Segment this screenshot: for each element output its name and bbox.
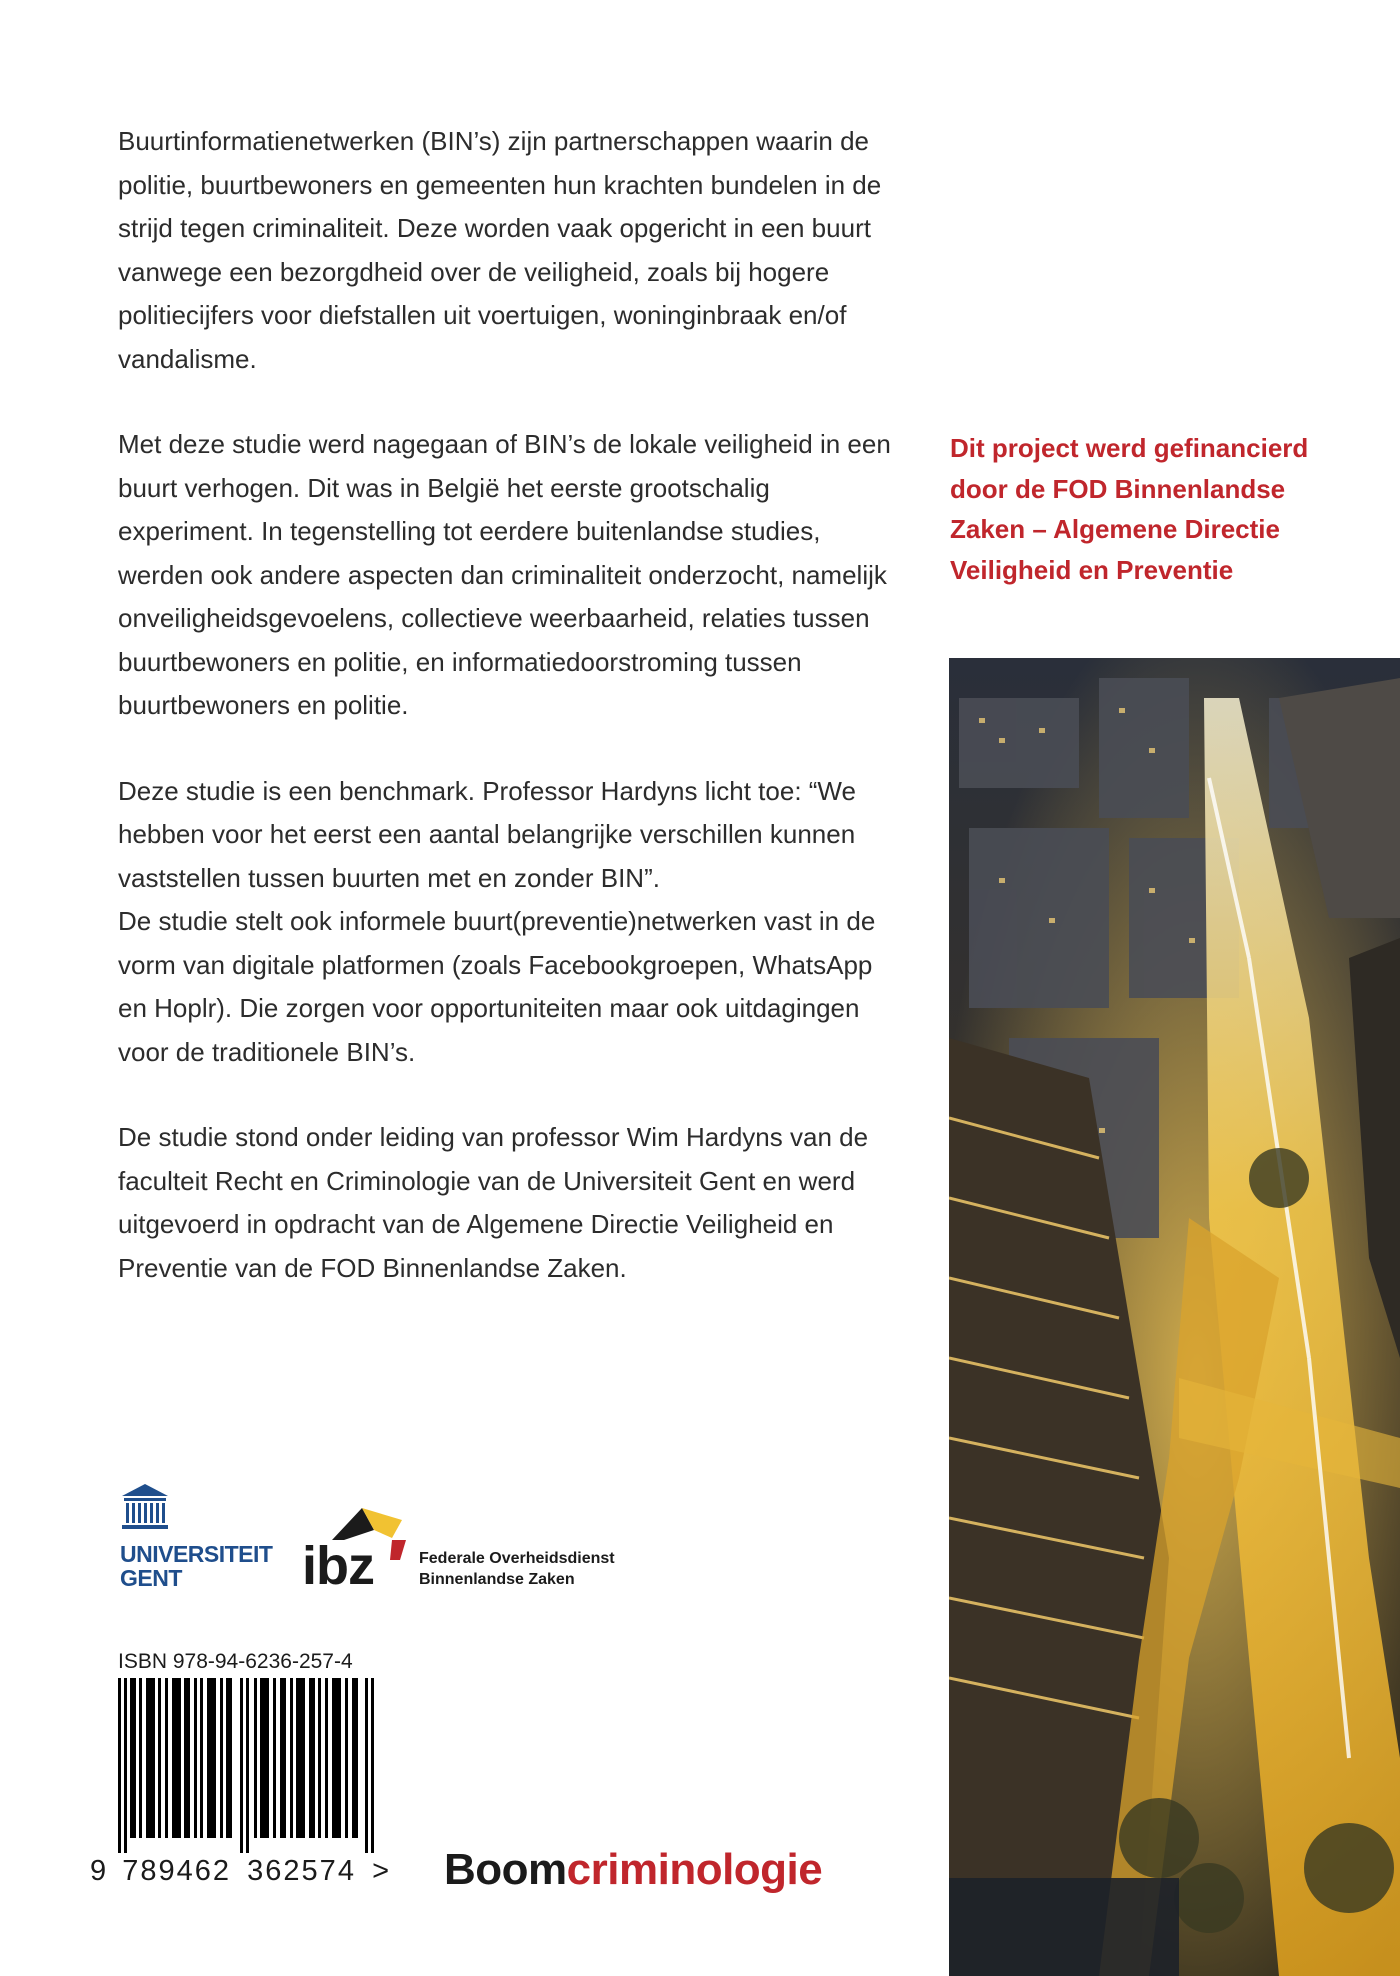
ibz-line-1: Federale Overheidsdienst	[419, 1550, 615, 1567]
blurb-paragraph-3b: De studie stelt ook informele buurt(preventie)netwerken vast in de vorm van digitale platformen (zoals Facebookgroepen, WhatsApp en Hoplr). Die zorgen voor opportuniteiten maar ook uitdagingen voor de traditionele BIN’s.	[118, 906, 876, 1067]
blurb-paragraph-3	[118, 770, 898, 1075]
ean-digits-left: 789462	[122, 1855, 232, 1887]
ugent-wordmark	[120, 1542, 272, 1590]
ugent-logo	[120, 1482, 273, 1592]
blurb-paragraph-1: Buurtinformatienetwerken (BIN’s) zijn partnerschappen waarin de politie, buurtbewoners en gemeenten hun krachten bundelen in de strijd tegen criminaliteit. Deze worden vaak opgericht in een buurt vanwege een bezorgdheid over de veiligheid, zoals bij hogere politiecijfers voor diefstallen uit voertuigen, woninginbraak en/of vandalisme.	[118, 126, 882, 374]
ibz-wordmark: ibz	[302, 1536, 374, 1596]
city-night-photo	[949, 658, 1400, 1976]
back-cover-blurb	[118, 120, 898, 1332]
ean-quiet-mark: >	[372, 1855, 390, 1887]
blurb-paragraph-3a: Deze studie is een benchmark. Professor Hardyns licht toe: “We hebben voor het eerst een aantal belangrijke verschillen kunnen vaststellen tussen buurten met en zonder BIN”.	[118, 775, 856, 893]
funding-statement: Dit project werd gefinancierd door de FOD Binnenlandse Zaken – Algemene Directie Veiligheid en Preventie	[950, 433, 1309, 585]
ean-digits-right: 362574	[247, 1855, 356, 1887]
ugent-line-1: UNIVERSITEIT	[120, 1541, 273, 1567]
ean-digit-first: 9	[90, 1855, 107, 1887]
blurb-paragraph-2: Met deze studie werd nagegaan of BIN’s de lokale veiligheid in een buurt verhogen. Dit was in België het eerste grootschalig experiment. In tegenstelling tot eerdere buitenlandse studies, werden ook andere aspecten dan criminaliteit onderzocht, namelijk onveiligheidsgevoelens, collectieve weerbaarheid, relaties tussen buurtbewoners en politie, en informatiedoorstroming tussen buurtbewoners en politie.	[118, 429, 891, 720]
ean-digits	[90, 1855, 389, 1888]
publisher-name-part-1: Boom	[444, 1845, 567, 1894]
publisher-logo	[444, 1845, 822, 1895]
blurb-paragraph-5: De studie stond onder leiding van professor Wim Hardyns van de faculteit Recht en Criminologie van de Universiteit Gent en werd uitgevoerd in opdracht van de Algemene Directie Veiligheid en Preventie van de FOD Binnenlandse Zaken.	[118, 1122, 869, 1283]
ibz-logo	[302, 1508, 642, 1598]
publisher-name-part-2: criminologie	[566, 1845, 823, 1894]
isbn-label: ISBN 978-94-6236-257-4	[118, 1650, 353, 1673]
ean-barcode	[118, 1678, 374, 1853]
ibz-agency-name	[419, 1548, 615, 1590]
ugent-line-2: GENT	[120, 1565, 182, 1591]
university-building-icon	[120, 1482, 170, 1534]
ibz-line-2: Binnenlandse Zaken	[419, 1571, 575, 1588]
